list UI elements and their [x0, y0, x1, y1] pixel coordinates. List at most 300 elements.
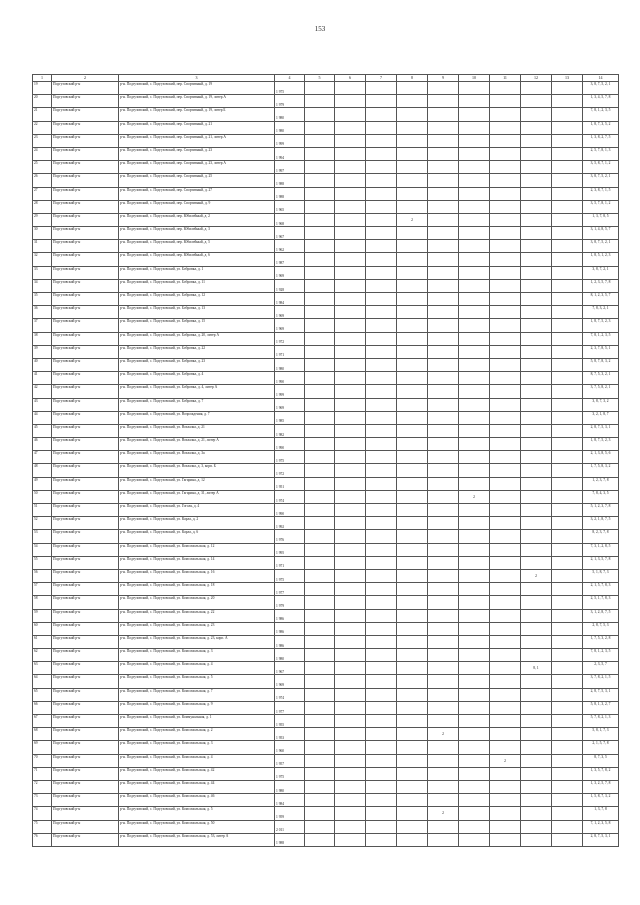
empty-cell — [366, 332, 397, 345]
empty-cell — [552, 332, 583, 345]
empty-cell — [552, 517, 583, 530]
empty-cell — [552, 372, 583, 385]
col8-cell — [397, 728, 428, 741]
col11-cell — [490, 556, 521, 569]
empty-cell — [335, 635, 366, 648]
col8-cell — [397, 161, 428, 174]
empty-cell — [552, 411, 583, 424]
table-row — [33, 398, 619, 411]
col11-cell — [490, 649, 521, 662]
col14-cell: 1, 2, 3, 5, 7, 8 — [583, 279, 619, 292]
row-number-cell: 31 — [33, 240, 52, 253]
empty-cell — [335, 279, 366, 292]
empty-cell — [335, 715, 366, 728]
empty-cell — [335, 438, 366, 451]
year-cell — [275, 200, 305, 213]
col12-cell — [521, 345, 552, 358]
empty-cell — [335, 345, 366, 358]
col10-cell — [459, 662, 490, 675]
col11-cell — [490, 715, 521, 728]
col12-cell: 8, 1 — [521, 662, 552, 675]
col9-cell — [428, 319, 459, 332]
year-value: 1 980 — [276, 656, 285, 661]
empty-cell — [305, 385, 335, 398]
address-cell: р-н. Подгузовский, с. Подгузовский, ул. Комсомольская, д. 12 — [119, 543, 275, 556]
year-value: 1 959 — [276, 815, 285, 819]
address-cell: р-н. Подгузовский, с. Подгузовский, ул. Комсомольская, д. 14 — [119, 556, 275, 569]
col12-cell — [521, 794, 552, 807]
empty-cell — [305, 490, 335, 503]
col14-cell: 3, 8, 7, 5, 2, 1 — [583, 174, 619, 187]
col8-cell — [397, 372, 428, 385]
col10-cell — [459, 174, 490, 187]
empty-cell — [552, 556, 583, 569]
empty-cell — [366, 556, 397, 569]
col14-cell: 2, 3, 8, 7, 1, 5 — [583, 187, 619, 200]
col10-cell — [459, 715, 490, 728]
empty-cell — [366, 688, 397, 701]
year-value: 1 975 — [276, 458, 285, 463]
empty-cell — [552, 609, 583, 622]
table-row — [33, 279, 619, 292]
col14-cell: 3, 1, 4, 8, 5, 7 — [583, 227, 619, 240]
district-cell: Подгузовский р-н — [52, 332, 119, 345]
empty-cell — [552, 424, 583, 437]
empty-cell — [366, 293, 397, 306]
empty-cell — [366, 715, 397, 728]
empty-cell — [305, 227, 335, 240]
col12-cell — [521, 596, 552, 609]
col11-cell — [490, 622, 521, 635]
row-number-cell: 69 — [33, 741, 52, 754]
empty-cell — [552, 147, 583, 160]
empty-cell — [305, 701, 335, 714]
col11-cell — [490, 609, 521, 622]
address-cell: р-н. Подгузовский, с. Подгузовский, ул. Бобровка, д. 11 — [119, 279, 275, 292]
row-number-cell: 70 — [33, 754, 52, 767]
col10-cell — [459, 820, 490, 833]
col14-cell: 3, 5, 8, 7, 1, 2 — [583, 161, 619, 174]
address-cell: р-н. Подгузовский, с. Подгузовский, ул. Комсомольская, д. 3 — [119, 649, 275, 662]
col10-cell — [459, 530, 490, 543]
district-cell: Подгузовский р-н — [52, 490, 119, 503]
year-value: 1 977 — [276, 590, 285, 595]
year-value: 1 986 — [276, 630, 285, 635]
col10-cell — [459, 635, 490, 648]
year-cell — [275, 517, 305, 530]
col12-cell — [521, 543, 552, 556]
year-cell — [275, 253, 305, 266]
empty-cell — [366, 385, 397, 398]
col11-cell — [490, 517, 521, 530]
empty-cell — [335, 411, 366, 424]
row-number-cell: 73 — [33, 794, 52, 807]
empty-cell — [366, 701, 397, 714]
col14-cell: 2, 5, 1, 7, 8, 3 — [583, 596, 619, 609]
year-value: 1 999 — [276, 142, 285, 147]
empty-cell — [305, 306, 335, 319]
district-cell: Подгузовский р-н — [52, 609, 119, 622]
row-number-cell: 66 — [33, 701, 52, 714]
empty-cell — [335, 385, 366, 398]
year-cell — [275, 332, 305, 345]
empty-cell — [305, 372, 335, 385]
col14-cell: 3, 8, 7, 2, 1 — [583, 266, 619, 279]
col12-cell — [521, 187, 552, 200]
empty-cell — [305, 635, 335, 648]
col12-cell — [521, 266, 552, 279]
col11-cell — [490, 701, 521, 714]
col14-cell: 3, 7, 8, 2, 1, 5 — [583, 675, 619, 688]
empty-cell — [305, 464, 335, 477]
empty-cell — [552, 279, 583, 292]
col10-cell — [459, 293, 490, 306]
empty-cell — [305, 556, 335, 569]
col8-cell — [397, 82, 428, 95]
year-cell — [275, 108, 305, 121]
district-cell: Подгузовский р-н — [52, 543, 119, 556]
row-number-cell: 43 — [33, 398, 52, 411]
empty-cell — [305, 715, 335, 728]
table-row — [33, 253, 619, 266]
empty-cell — [552, 754, 583, 767]
col8-cell — [397, 464, 428, 477]
col8-cell — [397, 583, 428, 596]
year-value: 1 962 — [276, 247, 285, 252]
col14-cell: 7, 8, 3, 2, 1 — [583, 306, 619, 319]
empty-cell — [305, 358, 335, 371]
empty-cell — [305, 569, 335, 582]
year-cell — [275, 293, 305, 306]
empty-cell — [366, 767, 397, 780]
col14-cell: 1, 8, 5, 1, 2, 3 — [583, 253, 619, 266]
year-cell — [275, 411, 305, 424]
empty-cell — [366, 609, 397, 622]
district-cell: Подгузовский р-н — [52, 306, 119, 319]
col9-cell — [428, 293, 459, 306]
address-cell: р-н. Подгузовский, с. Подгузовский, ул. Комсомольская, д. 20 — [119, 596, 275, 609]
col12-cell — [521, 147, 552, 160]
col10-cell — [459, 121, 490, 134]
year-cell — [275, 358, 305, 371]
empty-cell — [366, 438, 397, 451]
col12-cell — [521, 134, 552, 147]
col11-cell — [490, 121, 521, 134]
col10-cell — [459, 345, 490, 358]
table-row — [33, 477, 619, 490]
district-cell: Подгузовский р-н — [52, 240, 119, 253]
empty-cell — [335, 332, 366, 345]
empty-cell — [552, 820, 583, 833]
year-cell — [275, 701, 305, 714]
empty-cell — [305, 517, 335, 530]
table-row — [33, 147, 619, 160]
address-cell: р-н. Подгузовский, с. Подгузовский, пер. Спортивный, д. 23 — [119, 147, 275, 160]
col14-cell: 5, 8, 1, 3, 2, 7 — [583, 701, 619, 714]
year-value: 1 971 — [276, 353, 285, 358]
col10-cell — [459, 213, 490, 226]
year-cell — [275, 174, 305, 187]
district-cell: Подгузовский р-н — [52, 794, 119, 807]
district-cell: Подгузовский р-н — [52, 134, 119, 147]
year-cell — [275, 649, 305, 662]
empty-cell — [335, 622, 366, 635]
empty-cell — [552, 583, 583, 596]
year-cell — [275, 147, 305, 160]
empty-cell — [366, 543, 397, 556]
col10-cell — [459, 833, 490, 846]
empty-cell — [305, 253, 335, 266]
col12-cell — [521, 649, 552, 662]
col8-cell — [397, 807, 428, 820]
col12-cell — [521, 174, 552, 187]
col9-cell — [428, 411, 459, 424]
table-row — [33, 82, 619, 95]
col11-cell — [490, 161, 521, 174]
col11-cell — [490, 345, 521, 358]
table-row — [33, 543, 619, 556]
empty-cell — [366, 780, 397, 793]
row-number-cell: 20 — [33, 95, 52, 108]
year-cell — [275, 477, 305, 490]
empty-cell — [335, 596, 366, 609]
year-cell — [275, 385, 305, 398]
empty-cell — [366, 306, 397, 319]
year-value: 1 968 — [276, 221, 285, 226]
col10-cell — [459, 306, 490, 319]
col10-cell — [459, 583, 490, 596]
year-cell — [275, 596, 305, 609]
empty-cell — [335, 517, 366, 530]
col12-cell — [521, 411, 552, 424]
empty-cell — [335, 649, 366, 662]
year-value: 1 979 — [276, 102, 285, 107]
table-row — [33, 385, 619, 398]
empty-cell — [552, 622, 583, 635]
col14-cell: 3, 8, 7, 3, 2 — [583, 398, 619, 411]
district-cell: Подгузовский р-н — [52, 82, 119, 95]
col11-cell — [490, 372, 521, 385]
district-cell: Подгузовский р-н — [52, 728, 119, 741]
table-row — [33, 583, 619, 596]
col9-cell: 2 — [428, 807, 459, 820]
col9-cell — [428, 701, 459, 714]
table-row — [33, 424, 619, 437]
address-cell: р-н. Подгузовский, с. Подгузовский, ул. Гоголя, д. 4 — [119, 504, 275, 517]
col10-cell — [459, 609, 490, 622]
housing-table — [32, 74, 619, 847]
col8-cell — [397, 530, 428, 543]
col9-cell — [428, 649, 459, 662]
col10-cell — [459, 517, 490, 530]
col11-cell — [490, 279, 521, 292]
col9-cell — [428, 161, 459, 174]
col9-cell — [428, 530, 459, 543]
empty-cell — [552, 161, 583, 174]
col14-cell: 1, 3, 7, 8 — [583, 807, 619, 820]
header-row — [33, 75, 619, 82]
row-number-cell: 57 — [33, 583, 52, 596]
empty-cell — [366, 253, 397, 266]
col14-cell: 3, 8, 7, 5, 2, 1 — [583, 240, 619, 253]
empty-cell — [335, 372, 366, 385]
year-cell — [275, 227, 305, 240]
col14-cell: 3, 7, 5, 8, 2, 1 — [583, 385, 619, 398]
empty-cell — [305, 332, 335, 345]
year-value: 1 969 — [276, 327, 285, 332]
empty-cell — [335, 451, 366, 464]
col11-cell — [490, 240, 521, 253]
row-number-cell: 45 — [33, 424, 52, 437]
row-number-cell: 32 — [33, 253, 52, 266]
district-cell: Подгузовский р-н — [52, 161, 119, 174]
col12-cell — [521, 754, 552, 767]
empty-cell — [335, 424, 366, 437]
col12-cell — [521, 715, 552, 728]
col9-cell — [428, 95, 459, 108]
col11-cell — [490, 424, 521, 437]
empty-cell — [366, 754, 397, 767]
year-cell — [275, 688, 305, 701]
year-cell — [275, 609, 305, 622]
empty-cell — [366, 240, 397, 253]
col8-cell — [397, 200, 428, 213]
col9-cell — [428, 121, 459, 134]
col14-cell: 1, 5, 8, 7, 3, 2 — [583, 794, 619, 807]
empty-cell — [552, 82, 583, 95]
col8-cell — [397, 411, 428, 424]
col-header: 2 — [52, 75, 119, 82]
col11-cell — [490, 530, 521, 543]
table-row — [33, 767, 619, 780]
empty-cell — [366, 569, 397, 582]
address-cell: р-н. Подгузовский, с. Подгузовский, ул. Бобровка, д. 15 — [119, 319, 275, 332]
col8-cell — [397, 675, 428, 688]
district-cell: Подгузовский р-н — [52, 701, 119, 714]
empty-cell — [335, 174, 366, 187]
empty-cell — [552, 293, 583, 306]
col-header: 13 — [552, 75, 583, 82]
col12-cell — [521, 675, 552, 688]
empty-cell — [366, 227, 397, 240]
row-number-cell: 35 — [33, 293, 52, 306]
col12-cell — [521, 517, 552, 530]
col9-cell — [428, 372, 459, 385]
empty-cell — [335, 477, 366, 490]
col11-cell — [490, 174, 521, 187]
table-row — [33, 754, 619, 767]
col14-cell: 1, 8, 7, 5, 2, 3 — [583, 438, 619, 451]
empty-cell — [366, 596, 397, 609]
year-value: 1 986 — [276, 617, 285, 622]
empty-cell — [552, 490, 583, 503]
empty-cell — [366, 213, 397, 226]
year-cell — [275, 569, 305, 582]
col10-cell — [459, 372, 490, 385]
col9-cell — [428, 596, 459, 609]
empty-cell — [335, 794, 366, 807]
empty-cell — [552, 477, 583, 490]
year-cell — [275, 530, 305, 543]
col12-cell — [521, 477, 552, 490]
col14-cell: 7, 8, 4, 3, 5 — [583, 490, 619, 503]
row-number-cell: 47 — [33, 451, 52, 464]
col8-cell — [397, 635, 428, 648]
empty-cell — [335, 741, 366, 754]
col10-cell — [459, 741, 490, 754]
year-value: 1 957 — [276, 762, 285, 767]
year-value: 1 969 — [276, 274, 285, 279]
table-row — [33, 187, 619, 200]
col8-cell — [397, 780, 428, 793]
address-cell: р-н. Подгузовский, с. Подгузовский, ул. Комсомольская, д. 4 — [119, 754, 275, 767]
empty-cell — [335, 569, 366, 582]
col9-cell — [428, 424, 459, 437]
district-cell: Подгузовский р-н — [52, 464, 119, 477]
col-header: 6 — [335, 75, 366, 82]
empty-cell — [305, 477, 335, 490]
col10-cell — [459, 200, 490, 213]
col14-cell: 2, 8, 7, 5, 3, 1 — [583, 424, 619, 437]
col10-cell — [459, 807, 490, 820]
table-row — [33, 266, 619, 279]
address-cell: р-н. Подгузовский, с. Подгузовский, ул. Комсомольская, д. 44 — [119, 780, 275, 793]
district-cell: Подгузовский р-н — [52, 504, 119, 517]
col9-cell — [428, 490, 459, 503]
empty-cell — [552, 649, 583, 662]
district-cell: Подгузовский р-н — [52, 820, 119, 833]
row-number-cell: 49 — [33, 477, 52, 490]
col8-cell — [397, 174, 428, 187]
col14-cell: 2, 8, 7, 5, 3, 1 — [583, 688, 619, 701]
year-value: 1 988 — [276, 841, 285, 846]
empty-cell — [366, 279, 397, 292]
year-cell — [275, 780, 305, 793]
district-cell: Подгузовский р-н — [52, 635, 119, 648]
col11-cell — [490, 477, 521, 490]
district-cell: Подгузовский р-н — [52, 583, 119, 596]
col11-cell — [490, 82, 521, 95]
col11-cell — [490, 728, 521, 741]
col12-cell — [521, 306, 552, 319]
col10-cell — [459, 134, 490, 147]
year-value: 1 975 — [276, 775, 285, 780]
col9-cell — [428, 517, 459, 530]
district-cell: Подгузовский р-н — [52, 833, 119, 846]
col8-cell — [397, 504, 428, 517]
empty-cell — [552, 728, 583, 741]
address-cell: р-н. Подгузовский, с. Подгузовский, ул. Комсомольская, д. 5 — [119, 807, 275, 820]
col9-cell — [428, 675, 459, 688]
empty-cell — [305, 596, 335, 609]
year-value: 1 990 — [276, 445, 285, 450]
empty-cell — [552, 530, 583, 543]
address-cell: р-н. Подгузовский, с. Подгузовский, пер. Спортивный, д. 27 — [119, 187, 275, 200]
empty-cell — [335, 504, 366, 517]
address-cell: р-н. Подгузовский, с. Подгузовский, ул. Комсомольская, д. 16 — [119, 569, 275, 582]
row-number-cell: 46 — [33, 438, 52, 451]
col10-cell — [459, 253, 490, 266]
col9-cell — [428, 279, 459, 292]
col14-cell: 2, 8, 7, 5, 3 — [583, 622, 619, 635]
col9-cell — [428, 200, 459, 213]
address-cell: р-н. Подгузовский, с. Подгузовский, ул. Комсомольская, д. 23, корп. А — [119, 635, 275, 648]
district-cell: Подгузовский р-н — [52, 95, 119, 108]
year-value: 1 980 — [276, 116, 285, 121]
col11-cell — [490, 543, 521, 556]
col14-cell: 1, 2, 3, 7, 8 — [583, 477, 619, 490]
address-cell: р-н. Подгузовский, с. Подгузовский, пер. Спортивный, д. 21, литер А — [119, 134, 275, 147]
